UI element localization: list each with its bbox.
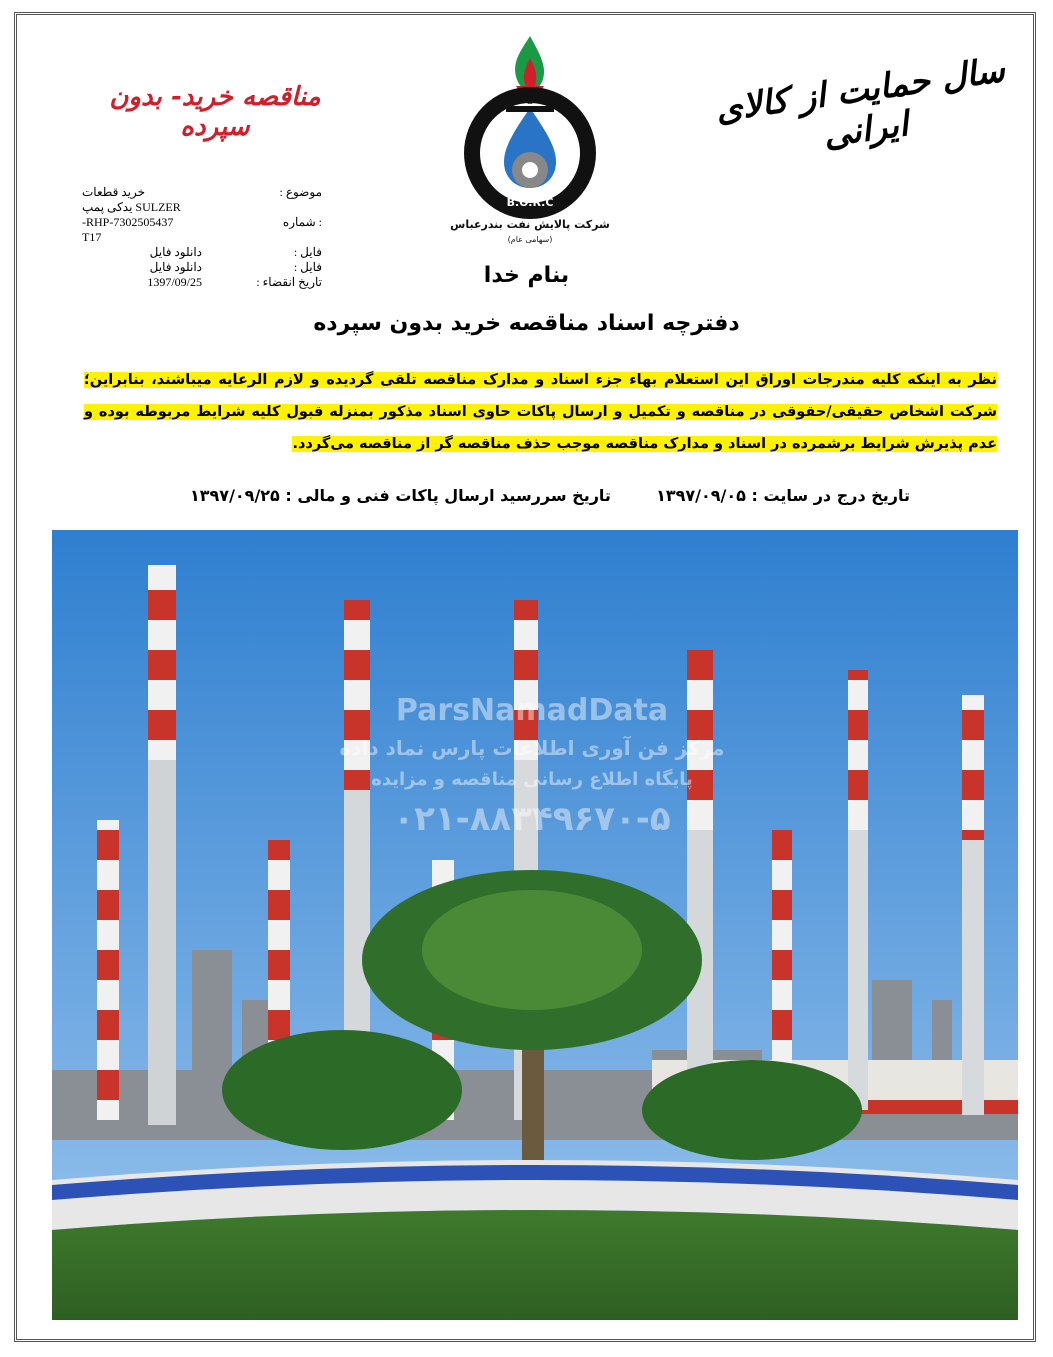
slogan-no-deposit: مناقصه خرید- بدون سپرده xyxy=(109,82,321,142)
meta-number xyxy=(82,215,322,230)
file-label: فایل : xyxy=(293,245,322,259)
expiry-value: 1397/09/25 xyxy=(147,275,202,289)
bush xyxy=(222,1030,462,1150)
download-file-link[interactable]: دانلود فایل xyxy=(149,260,202,274)
date-posted: تاریخ درج در سایت : ۱۳۹۷/۰۹/۰۵ xyxy=(656,486,910,505)
expiry-label: تاریخ انقضاء : xyxy=(256,275,322,289)
slogan-year: سال حمایت از کالای ایرانی xyxy=(713,50,1008,156)
number-value-cont: T17 xyxy=(82,230,102,244)
meta-number-cont xyxy=(82,230,322,245)
subject-label: موضوع : xyxy=(279,185,322,199)
subject-value: خرید قطعات xyxy=(82,185,145,199)
meta-subject xyxy=(82,185,322,200)
watermark-line2: پایگاه اطلاع رسانی مناقصه و مزایده xyxy=(371,769,693,790)
notice-text: نظر به اینکه کلیه مندرجات اوراق این استعلام بهاء جزء اسناد و مدارک مناقصه تلقی گردیده و لازم الرعایه میباشند، بنابراین؛ شرکت اشخاص حقیقی/حقوقی در مناقصه و تکمیل و ارسال پاکات حاوی اسناد مذکور بمنزله قبول کلیه شرایط مربوطه بوده و عدم پذیرش شرایط برشمرده در اسناد و مدارک مناقصه موجب حذف مناقصه گر از مناقصه می‌گردد. xyxy=(84,372,997,452)
bush xyxy=(642,1060,862,1160)
dates-row xyxy=(190,486,910,505)
meta-subject-cont xyxy=(82,200,322,215)
file-label: فایل : xyxy=(293,260,322,274)
logo-company-name: شرکت پالایش نفت بندرعباس xyxy=(450,218,610,231)
borc-logo-icon xyxy=(440,28,620,248)
notice-paragraph xyxy=(84,364,997,460)
number-value: RHP-7302505437- xyxy=(82,215,174,229)
basmala: بنام خدا xyxy=(483,263,570,288)
number-label: : شماره xyxy=(282,215,322,229)
watermark-phone: ۰۲۱-۸۸۳۴۹۶۷۰-۵ xyxy=(393,799,671,839)
lawn xyxy=(52,1210,1018,1320)
meta-file-1 xyxy=(82,245,322,260)
logo-acronym: B.O.R.C xyxy=(506,196,554,209)
logo-company-type: (سهامی عام) xyxy=(507,235,553,244)
download-file-link[interactable]: دانلود فایل xyxy=(149,245,202,259)
watermark-line1: مرکز فن آوری اطلاعات پارس نماد داده xyxy=(339,736,725,760)
refinery-photo xyxy=(52,530,1018,1320)
watermark-brand: ParsNamadData xyxy=(395,693,669,728)
subject-value-cont: یدکی پمپ SULZER xyxy=(82,200,181,214)
document-title: دفترچه اسناد مناقصه خرید بدون سپرده xyxy=(313,311,740,336)
date-deadline: تاریخ سررسید ارسال پاکات فنی و مالی : ۱۳۹۷/۰۹/۲۵ xyxy=(190,486,611,505)
